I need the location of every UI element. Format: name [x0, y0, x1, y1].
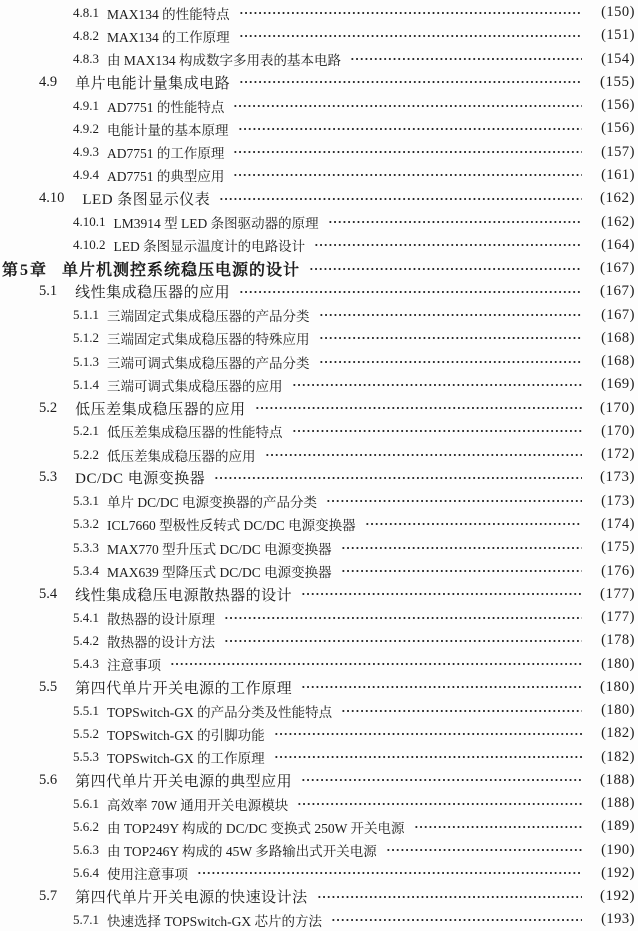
toc-entry-number: 5.5.3 [73, 749, 99, 765]
toc-entry-number: 5.6.1 [73, 795, 99, 811]
dot-leader-icon [233, 164, 582, 187]
toc-entry-page: (157) [601, 143, 635, 160]
toc-entry-number: 4.9.2 [73, 120, 99, 136]
dot-leader-icon [224, 606, 582, 629]
toc-entry-title: 三端固定式集成稳压器的产品分类 [107, 309, 310, 325]
toc-entry-page: (176) [601, 562, 635, 579]
toc-entry-number: 4.8.1 [73, 4, 99, 20]
toc-entry-page: (168) [601, 329, 635, 346]
toc-entry-title: DC/DC 电源变换器 [75, 471, 206, 488]
toc-entry-number: 5.6.2 [73, 818, 99, 834]
toc-entry-title: 单片 DC/DC 电源变换器的产品分类 [107, 495, 318, 511]
toc-entry [0, 373, 638, 396]
dot-leader-icon [319, 327, 583, 350]
toc-entry-page: (173) [601, 492, 635, 509]
toc-entry-page: (151) [601, 27, 635, 44]
toc-entry [0, 699, 638, 722]
toc-entry-number: 5.2.2 [73, 446, 99, 462]
dot-leader-icon [224, 629, 582, 652]
dot-leader-icon [341, 559, 582, 582]
toc-entry-title: 第四代单片开关电源的典型应用 [75, 773, 293, 790]
dot-leader-icon [317, 885, 582, 908]
toc-entry-page: (167) [600, 260, 635, 277]
toc-entry-page: (189) [601, 818, 635, 835]
toc-entry-title: TOPSwitch-GX 的引脚功能 [107, 727, 265, 743]
toc-entry-page: (177) [600, 585, 635, 602]
toc-entry [0, 350, 638, 373]
dot-leader-icon [274, 746, 582, 769]
toc-entry [0, 420, 638, 443]
toc-entry-number: 5.6 [39, 771, 58, 788]
toc-entry-title: AD7751 的性能特点 [107, 99, 225, 115]
dot-leader-icon [292, 373, 583, 396]
toc-entry [0, 583, 638, 606]
toc-entry [0, 257, 638, 280]
toc-entry-title: TOPSwitch-GX 的工作原理 [107, 751, 265, 767]
toc-entry [0, 141, 638, 164]
dot-leader-icon [239, 24, 582, 47]
toc-entry-title: AD7751 的典型应用 [107, 169, 225, 185]
toc-entry-number: 5.2.1 [73, 423, 99, 439]
toc-entry-title: 由 TOP249Y 构成的 DC/DC 变换式 250W 开关电源 [107, 820, 405, 836]
toc-entry-page: (155) [600, 73, 635, 90]
toc-entry [0, 629, 638, 652]
toc-entry-number: 5.6.4 [73, 865, 99, 881]
toc-entry-page: (170) [600, 399, 635, 416]
toc-entry-page: (167) [601, 306, 635, 323]
toc-entry [0, 652, 638, 675]
toc-entry-title: 散热器的设计原理 [107, 611, 215, 627]
dot-leader-icon [328, 210, 582, 233]
toc-entry [0, 908, 638, 931]
toc-entry [0, 303, 638, 326]
toc-entry-title: 线性集成稳压电源散热器的设计 [75, 587, 293, 604]
toc-entry [0, 210, 638, 233]
toc-entry-page: (193) [601, 911, 635, 928]
toc-entry-title: 低压差集成稳压器的应用 [75, 401, 246, 418]
toc-entry-page: (169) [601, 376, 635, 393]
dot-leader-icon [170, 652, 582, 675]
toc-entry-number: 5.3.4 [73, 563, 99, 578]
toc-entry-title: ICL7660 型极性反转式 DC/DC 电源变换器 [107, 518, 356, 534]
toc-entry-title: 低压差集成稳压器的应用 [107, 448, 256, 464]
toc-entry-title: 快速选择 TOPSwitch-GX 芯片的方法 [107, 913, 323, 929]
toc-entry [0, 839, 638, 862]
dot-leader-icon [214, 466, 582, 489]
toc-entry [0, 769, 638, 792]
toc-entry-number: 5.1.3 [73, 353, 99, 369]
toc-entry [0, 862, 638, 885]
toc-entry [0, 676, 638, 699]
toc-entry-page: (150) [601, 4, 635, 21]
toc-entry [0, 722, 638, 745]
toc-entry [0, 466, 638, 489]
toc-entry-page: (161) [601, 166, 635, 183]
toc-entry-title: 线性集成稳压器的应用 [75, 285, 231, 302]
toc-entry-page: (156) [601, 97, 635, 114]
dot-leader-icon [331, 908, 582, 931]
toc-entry-number: 4.8.2 [73, 27, 99, 43]
toc-entry-page: (154) [601, 50, 635, 67]
toc-entry-title: 低压差集成稳压器的性能特点 [107, 425, 283, 441]
toc-entry-page: (164) [601, 236, 635, 253]
dot-leader-icon [292, 420, 583, 443]
toc-entry-page: (192) [600, 888, 635, 905]
toc-entry-title: LED 条图显示仪表 [82, 192, 211, 209]
toc-entry-number: 第5章 [2, 262, 49, 280]
toc-entry [0, 234, 638, 257]
toc-entry-page: (156) [601, 120, 635, 137]
dot-leader-icon [239, 71, 582, 94]
toc-entry-number: 5.1.4 [73, 376, 99, 392]
dot-leader-icon [239, 280, 582, 303]
toc-entry-page: (182) [601, 748, 635, 765]
dot-leader-icon [386, 839, 582, 862]
toc-entry-title: 三端可调式集成稳压器的应用 [107, 378, 283, 394]
toc-entry-title: MAX639 型降压式 DC/DC 电源变换器 [107, 565, 332, 580]
dot-leader-icon [301, 583, 582, 606]
toc-entry-number: 5.1.1 [73, 307, 99, 323]
toc-entry-title: 由 TOP246Y 构成的 45W 多路输出式开关电源 [107, 844, 377, 860]
toc-entry-page: (167) [600, 283, 635, 300]
toc-entry-page: (180) [600, 678, 635, 695]
dot-leader-icon [297, 792, 582, 815]
toc-entry-title: TOPSwitch-GX 的产品分类及性能特点 [107, 704, 333, 720]
toc-entry-title: 单片机测控系统稳压电源的设计 [62, 262, 301, 280]
toc-entry-page: (188) [601, 795, 635, 812]
dot-leader-icon [314, 234, 582, 257]
toc-entry [0, 815, 638, 838]
toc-entry [0, 536, 638, 559]
toc-entry [0, 397, 638, 420]
toc-entry-title: 散热器的设计方法 [107, 634, 215, 650]
toc-entry-page: (192) [601, 864, 635, 881]
dot-leader-icon [219, 187, 582, 210]
toc-entry-title: 注意事项 [107, 658, 161, 674]
toc-entry [0, 164, 638, 187]
dot-leader-icon [197, 862, 582, 885]
dot-leader-icon [341, 699, 582, 722]
toc-entry-page: (188) [600, 771, 635, 788]
dot-leader-icon [326, 490, 582, 513]
toc-entry-page: (178) [601, 632, 635, 649]
toc-entry-number: 5.1.2 [73, 330, 99, 346]
toc-entry-page: (170) [601, 422, 635, 439]
dot-leader-icon [239, 1, 582, 24]
toc-entry-title: MAX134 的性能特点 [107, 6, 230, 22]
toc-entry [0, 513, 638, 536]
toc-entry [0, 746, 638, 769]
toc-entry-title: 三端固定式集成稳压器的特殊应用 [107, 332, 310, 348]
dot-leader-icon [350, 48, 582, 71]
table-of-contents [0, 1, 638, 931]
toc-entry-number: 5.5.1 [73, 702, 99, 718]
toc-entry-page: (177) [601, 609, 635, 626]
toc-entry-title: 三端可调式集成稳压器的产品分类 [107, 355, 310, 371]
toc-entry-number: 5.4.3 [73, 656, 99, 672]
toc-entry [0, 48, 638, 71]
dot-leader-icon [341, 536, 582, 559]
toc-entry-number: 5.6.3 [73, 842, 99, 858]
toc-entry-title: MAX134 的工作原理 [107, 29, 230, 45]
toc-entry [0, 327, 638, 350]
toc-entry-title: 使用注意事项 [107, 867, 188, 883]
toc-entry-title: 电能计量的基本原理 [107, 122, 229, 138]
dot-leader-icon [414, 815, 582, 838]
toc-entry-page: (180) [601, 655, 635, 672]
toc-entry-number: 5.3.2 [73, 516, 99, 532]
toc-entry [0, 490, 638, 513]
toc-entry-number: 5.4.2 [73, 632, 99, 648]
toc-entry-number: 5.3.3 [73, 539, 99, 555]
dot-leader-icon [301, 676, 582, 699]
toc-entry-page: (180) [601, 702, 635, 719]
toc-entry [0, 71, 638, 94]
toc-entry-title: 单片电能计量集成电路 [75, 75, 231, 92]
dot-leader-icon [319, 303, 583, 326]
toc-entry-page: (173) [600, 469, 635, 486]
toc-entry-page: (190) [601, 841, 635, 858]
toc-entry-number: 5.4 [39, 585, 58, 602]
toc-entry-number: 4.9.4 [73, 167, 99, 183]
toc-entry-number: 4.9 [39, 73, 58, 90]
toc-entry-number: 5.3 [39, 469, 58, 486]
dot-leader-icon [274, 722, 582, 745]
toc-entry-title: MAX770 型升压式 DC/DC 电源变换器 [107, 541, 332, 557]
dot-leader-icon [233, 94, 582, 117]
dot-leader-icon [319, 350, 583, 373]
toc-entry [0, 606, 638, 629]
toc-entry-number: 5.1 [39, 283, 58, 300]
toc-entry-number: 5.2 [39, 399, 58, 416]
toc-entry-number: 4.10.2 [73, 237, 106, 253]
toc-entry-title: 第四代单片开关电源的工作原理 [75, 680, 293, 697]
toc-entry [0, 559, 638, 582]
toc-entry-page: (162) [600, 190, 635, 207]
toc-entry [0, 1, 638, 24]
toc-entry-number: 4.10 [39, 190, 65, 207]
toc-entry-number: 5.5.2 [73, 725, 99, 741]
dot-leader-icon [301, 769, 582, 792]
toc-entry-title: LED 条图显示温度计的电路设计 [113, 239, 306, 255]
toc-entry-number: 5.7 [39, 888, 58, 905]
toc-entry-title: 第四代单片开关电源的快速设计法 [75, 890, 308, 907]
dot-leader-icon [255, 397, 582, 420]
toc-entry-page: (175) [601, 539, 635, 556]
dot-leader-icon [365, 513, 582, 536]
dot-leader-icon [233, 141, 582, 164]
toc-entry [0, 187, 638, 210]
toc-entry-number: 4.9.1 [73, 97, 99, 113]
toc-entry-page: (168) [601, 353, 635, 370]
toc-entry-number: 5.7.1 [73, 911, 99, 927]
dot-leader-icon [238, 117, 583, 140]
toc-entry [0, 443, 638, 466]
toc-entry-number: 5.3.1 [73, 493, 99, 509]
toc-entry-title: LM3914 型 LED 条图驱动器的原理 [113, 216, 319, 232]
toc-entry [0, 117, 638, 140]
toc-entry-title: 高效率 70W 通用开关电源模块 [107, 797, 289, 813]
toc-entry-page: (174) [601, 515, 635, 532]
toc-entry [0, 792, 638, 815]
toc-entry-page: (162) [601, 213, 635, 230]
toc-entry [0, 94, 638, 117]
dot-leader-icon [265, 443, 583, 466]
toc-entry-number: 4.10.1 [73, 214, 106, 230]
dot-leader-icon [309, 257, 582, 280]
toc-entry-number: 4.8.3 [73, 51, 99, 67]
toc-entry-title: 由 MAX134 构成数字多用表的基本电路 [107, 53, 342, 69]
toc-entry [0, 885, 638, 908]
toc-entry-title: AD7751 的工作原理 [107, 146, 225, 162]
toc-entry [0, 280, 638, 303]
toc-entry-page: (172) [601, 446, 635, 463]
toc-entry-number: 5.4.1 [73, 609, 99, 625]
toc-entry-page: (182) [601, 725, 635, 742]
toc-entry-number: 4.9.3 [73, 144, 99, 160]
toc-entry-number: 5.5 [39, 678, 58, 695]
toc-entry [0, 24, 638, 47]
